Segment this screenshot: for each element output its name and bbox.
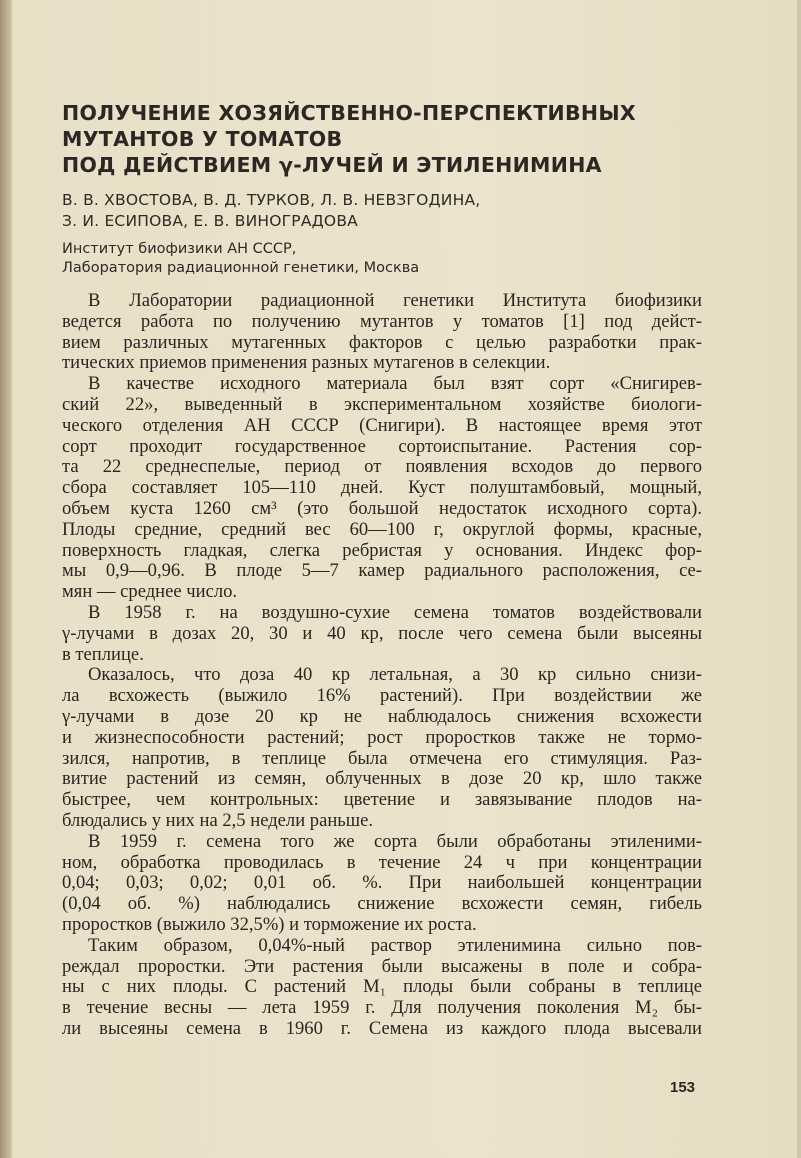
body-line: (0,04 об. %) наблюдались снижение всхожести семян, гибель bbox=[62, 893, 702, 915]
body-line: поверхность гладкая, слегка ребристая у основания. Индекс фор- bbox=[62, 539, 702, 561]
authors bbox=[62, 190, 742, 232]
article-title bbox=[62, 100, 722, 178]
body-line: ла всхожесть (выжило 16% растений). При воздействии же bbox=[62, 685, 702, 707]
body-line: мян — среднее число. bbox=[62, 581, 238, 603]
body-line: объем куста 1260 см³ (это большой недостаток исходного сорта). bbox=[62, 497, 702, 519]
body-line: В 1958 г. на воздушно-сухие семена томатов воздействовали bbox=[88, 601, 702, 623]
author-line: В. В. ХВОСТОВА, В. Д. ТУРКОВ, Л. В. НЕВЗГОДИНА, bbox=[62, 191, 481, 209]
body-line: γ-лучами в дозе 20 кр не наблюдалось снижения всхожести bbox=[62, 705, 702, 727]
affiliation-line: Институт биофизики АН СССР, bbox=[62, 241, 297, 257]
body-line: Оказалось, что доза 40 кр летальная, а 30 кр сильно снизи- bbox=[88, 664, 702, 686]
body-line: ном, обработка проводилась в течение 24 ч при концентрации bbox=[62, 851, 702, 873]
body-line: 0,04; 0,03; 0,02; 0,01 об. %. При наибольшей концентрации bbox=[62, 872, 702, 894]
body-line: та 22 среднеспелые, период от появления всходов до первого bbox=[62, 456, 702, 478]
body-line: Таким образом, 0,04%-ный раствор этиленимина сильно пов- bbox=[88, 934, 702, 956]
body-line: в течение весны — лета 1959 г. Для получения поколения M₂ бы- bbox=[62, 997, 702, 1019]
page-edge bbox=[797, 0, 801, 1158]
body-line: блюдались у них на 2,5 недели раньше. bbox=[62, 809, 373, 831]
title-line: МУТАНТОВ У ТОМАТОВ bbox=[62, 127, 343, 151]
body-line: ли высеяны семена в 1960 г. Семена из каждого плода высевали bbox=[62, 1017, 702, 1039]
body-line: ский 22», выведенный в экспериментальном хозяйстве биологи- bbox=[62, 393, 702, 415]
affiliation-line: Лаборатория радиационной генетики, Москва bbox=[62, 260, 420, 276]
body-line: мы 0,9—0,96. В плоде 5—7 камер радиального расположения, се- bbox=[62, 560, 702, 582]
body-line: витие растений из семян, облученных в дозе 20 кр, шло также bbox=[62, 768, 702, 790]
body-line: зился, напротив, в теплице была отмечена его стимуляция. Раз- bbox=[62, 747, 702, 769]
body-line: ческого отделения АН СССР (Снигири). В настоящее время этот bbox=[62, 414, 702, 436]
body-line: проростков (выжило 32,5%) и торможение их роста. bbox=[62, 913, 477, 935]
body-line: В качестве исходного материала был взят сорт «Снигирев- bbox=[88, 373, 702, 395]
body-line: ведется работа по получению мутантов у томатов [1] под дейст- bbox=[62, 310, 702, 332]
affiliation bbox=[62, 240, 742, 278]
body-line: реждал проростки. Эти растения были высажены в поле и собра- bbox=[62, 955, 702, 977]
article-body bbox=[62, 291, 702, 1040]
body-line: вием различных мутагенных факторов с целью разработки прак- bbox=[62, 331, 702, 353]
body-line: сорт проходит государственное сортоиспытание. Растения сор- bbox=[62, 435, 702, 457]
body-line: В Лаборатории радиационной генетики Института биофизики bbox=[88, 290, 702, 311]
title-line: ПОЛУЧЕНИЕ ХОЗЯЙСТВЕННО-ПЕРСПЕКТИВНЫХ bbox=[62, 101, 636, 125]
body-line: Плоды средние, средний вес 60—100 г, округлой формы, красные, bbox=[62, 518, 702, 540]
body-line: γ-лучами в дозах 20, 30 и 40 кр, после чего семена были высеяны bbox=[62, 622, 702, 644]
author-line: З. И. ЕСИПОВА, Е. В. ВИНОГРАДОВА bbox=[62, 212, 358, 230]
body-line: ны с них плоды. С растений M₁ плоды были собраны в теплице bbox=[62, 976, 702, 998]
body-line: и жизнеспособности растений; рост проростков также не тормо- bbox=[62, 726, 702, 748]
body-line: быстрее, чем контрольных: цветение и завязывание плодов на- bbox=[62, 789, 702, 811]
body-line: в теплице. bbox=[62, 643, 144, 665]
body-line: сбора составляет 105—110 дней. Куст полуштамбовый, мощный, bbox=[62, 477, 702, 499]
page-number: 153 bbox=[670, 1079, 696, 1096]
body-line: В 1959 г. семена того же сорта были обработаны этиленими- bbox=[88, 830, 702, 852]
title-line: ПОД ДЕЙСТВИЕМ γ-ЛУЧЕЙ И ЭТИЛЕНИМИНА bbox=[62, 153, 602, 177]
body-line: тических приемов применения разных мутагенов в селекции. bbox=[62, 352, 551, 374]
book-spine-shadow bbox=[0, 0, 12, 1158]
